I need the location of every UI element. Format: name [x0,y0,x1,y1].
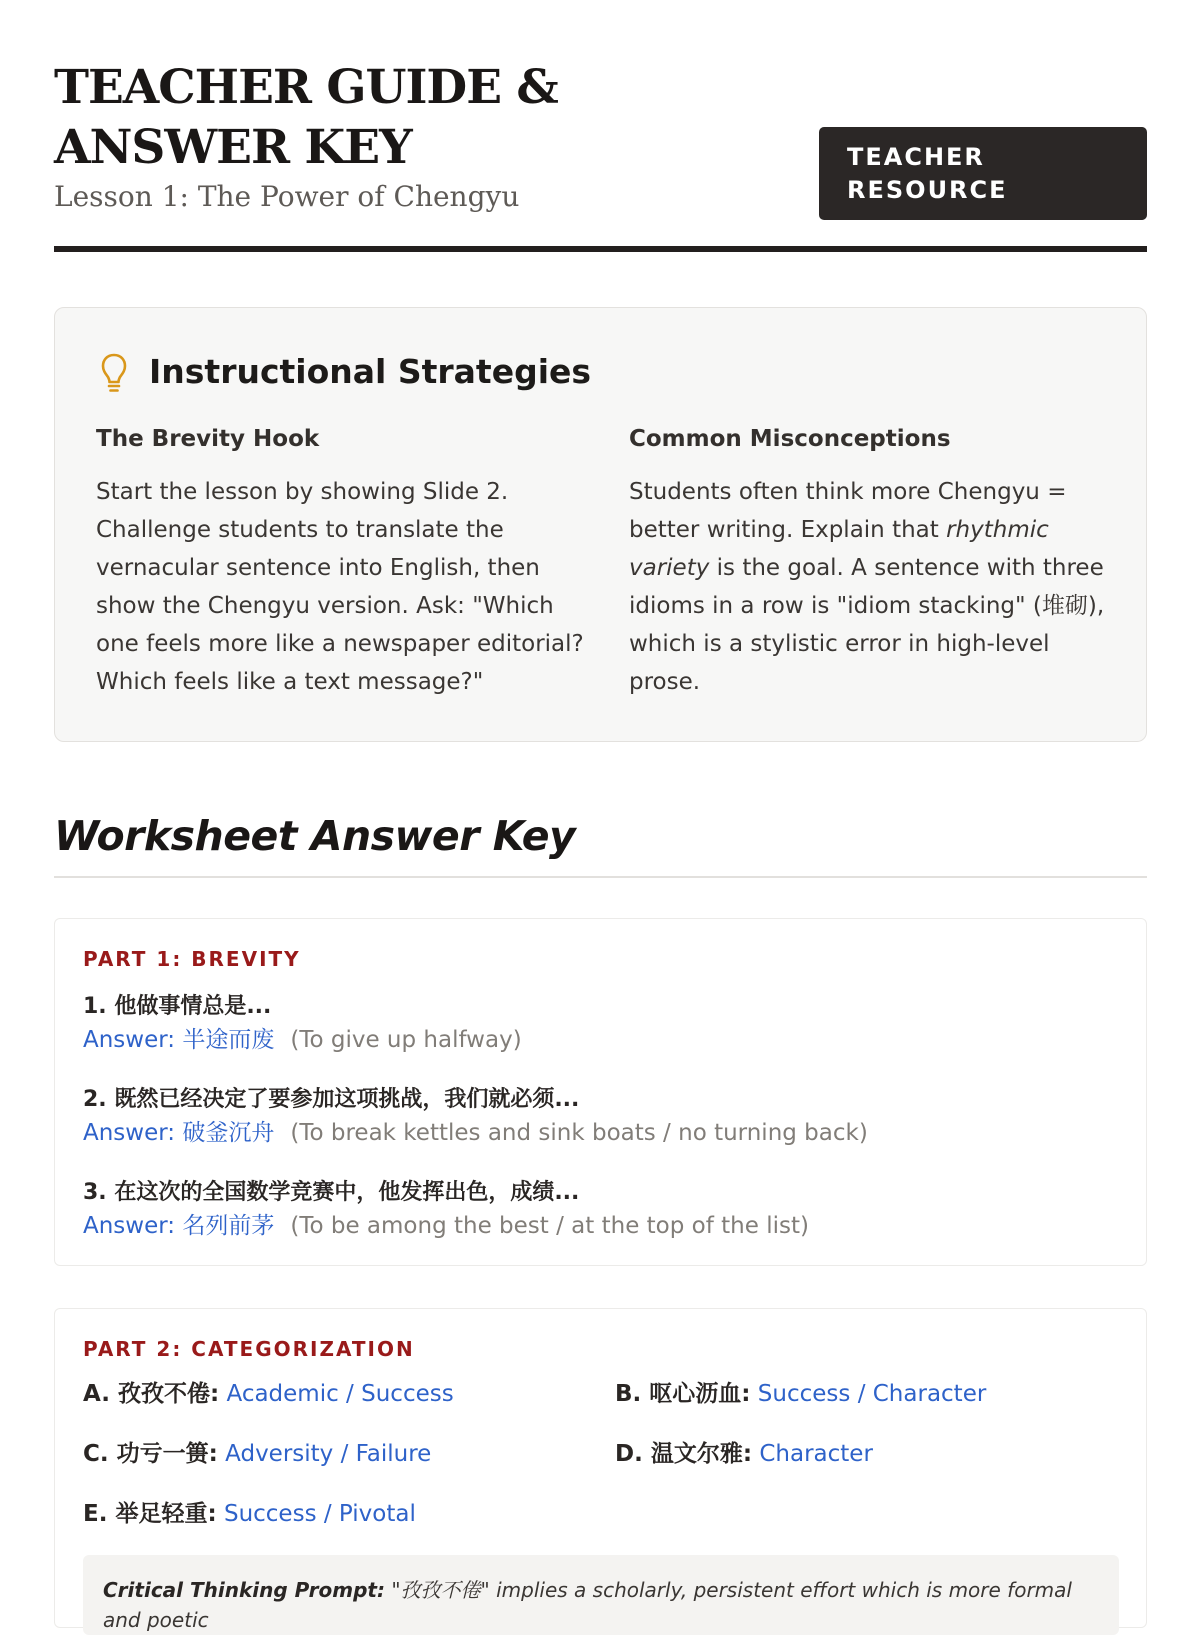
answer-text: Answer: 名列前茅 [83,1213,275,1239]
brevity-hook-column [96,423,586,701]
question-item [83,1084,868,1150]
question-item [83,1177,809,1243]
answer-gloss: (To break kettles and sink boats / no turning back) [290,1120,868,1146]
instructional-strategies-card [54,307,1147,742]
category-item [615,1377,986,1411]
misconceptions-body-end: is the goal. A sentence with three idioms in a row is "idiom stacking" (堆砌), which is a stylistic error in high-level prose. [629,555,1105,695]
worksheet-answer-key-heading: Worksheet Answer Key [54,812,576,860]
brevity-hook-title: The Brevity Hook [96,426,320,452]
lightbulb-icon [99,352,129,394]
misconceptions-body-start: Students often think more Chengyu = better writing. Explain that [629,479,1067,543]
teacher-guide-page [54,0,1147,1632]
answer-gloss: (To give up halfway) [290,1027,522,1053]
page-subtitle: Lesson 1: The Power of Chengyu [54,180,520,213]
category-answer: Success / Character [757,1381,987,1407]
part2-label: PART 2: CATEGORIZATION [83,1337,415,1361]
answer-text: Answer: 半途而废 [83,1027,275,1053]
idiom-term: D. 温文尔雅: [615,1441,753,1467]
answer-line [83,1116,868,1150]
question-prompt: 2. 既然已经决定了要参加这项挑战，我们就必须... [83,1087,580,1112]
misconceptions-body [629,473,1119,701]
part1-brevity-card [54,918,1147,1266]
page-title: TEACHER GUIDE & ANSWER KEY [54,60,558,175]
prompt-label: Critical Thinking Prompt: [103,1578,385,1602]
answer-text: Answer: 破釜沉舟 [83,1120,275,1146]
category-answer: Academic / Success [226,1381,454,1407]
critical-thinking-prompt [83,1555,1119,1635]
misconceptions-emphasis: rhythmic variety [629,517,1049,581]
teacher-resource-badge: TEACHER RESOURCE [819,127,1147,220]
part2-categorization-card [54,1308,1147,1632]
answer-line [83,1209,809,1243]
category-item [83,1437,431,1471]
strategies-heading: Instructional Strategies [149,352,592,391]
category-answer: Adversity / Failure [225,1441,432,1467]
idiom-term: B. 呕心沥血: [615,1381,751,1407]
idiom-term: C. 功亏一篑: [83,1441,218,1467]
category-answer: Success / Pivotal [223,1501,416,1527]
misconceptions-title: Common Misconceptions [629,426,951,452]
misconceptions-column [629,423,1119,701]
part1-label: PART 1: BREVITY [83,947,301,971]
question-prompt: 3. 在这次的全国数学竞赛中，他发挥出色，成绩... [83,1180,580,1205]
answer-line [83,1023,522,1057]
section-divider [54,876,1147,878]
page-header [54,0,1147,252]
prompt-text: "孜孜不倦" implies a scholarly, persistent effort which is more formal and poetic [103,1578,1072,1632]
category-item [83,1497,416,1531]
question-item [83,991,522,1057]
question-prompt: 1. 他做事情总是... [83,994,272,1019]
idiom-term: E. 举足轻重: [83,1501,217,1527]
category-item [615,1437,873,1471]
answer-gloss: (To be among the best / at the top of the list) [290,1213,809,1239]
brevity-hook-body: Start the lesson by showing Slide 2. Challenge students to translate the vernacular sentence into English, then show the Chengyu version. Ask: "Which one feels more like a newspaper editorial? Which feels like a text message?" [96,479,584,695]
category-item [83,1377,454,1411]
idiom-term: A. 孜孜不倦: [83,1381,220,1407]
category-answer: Character [759,1441,873,1467]
